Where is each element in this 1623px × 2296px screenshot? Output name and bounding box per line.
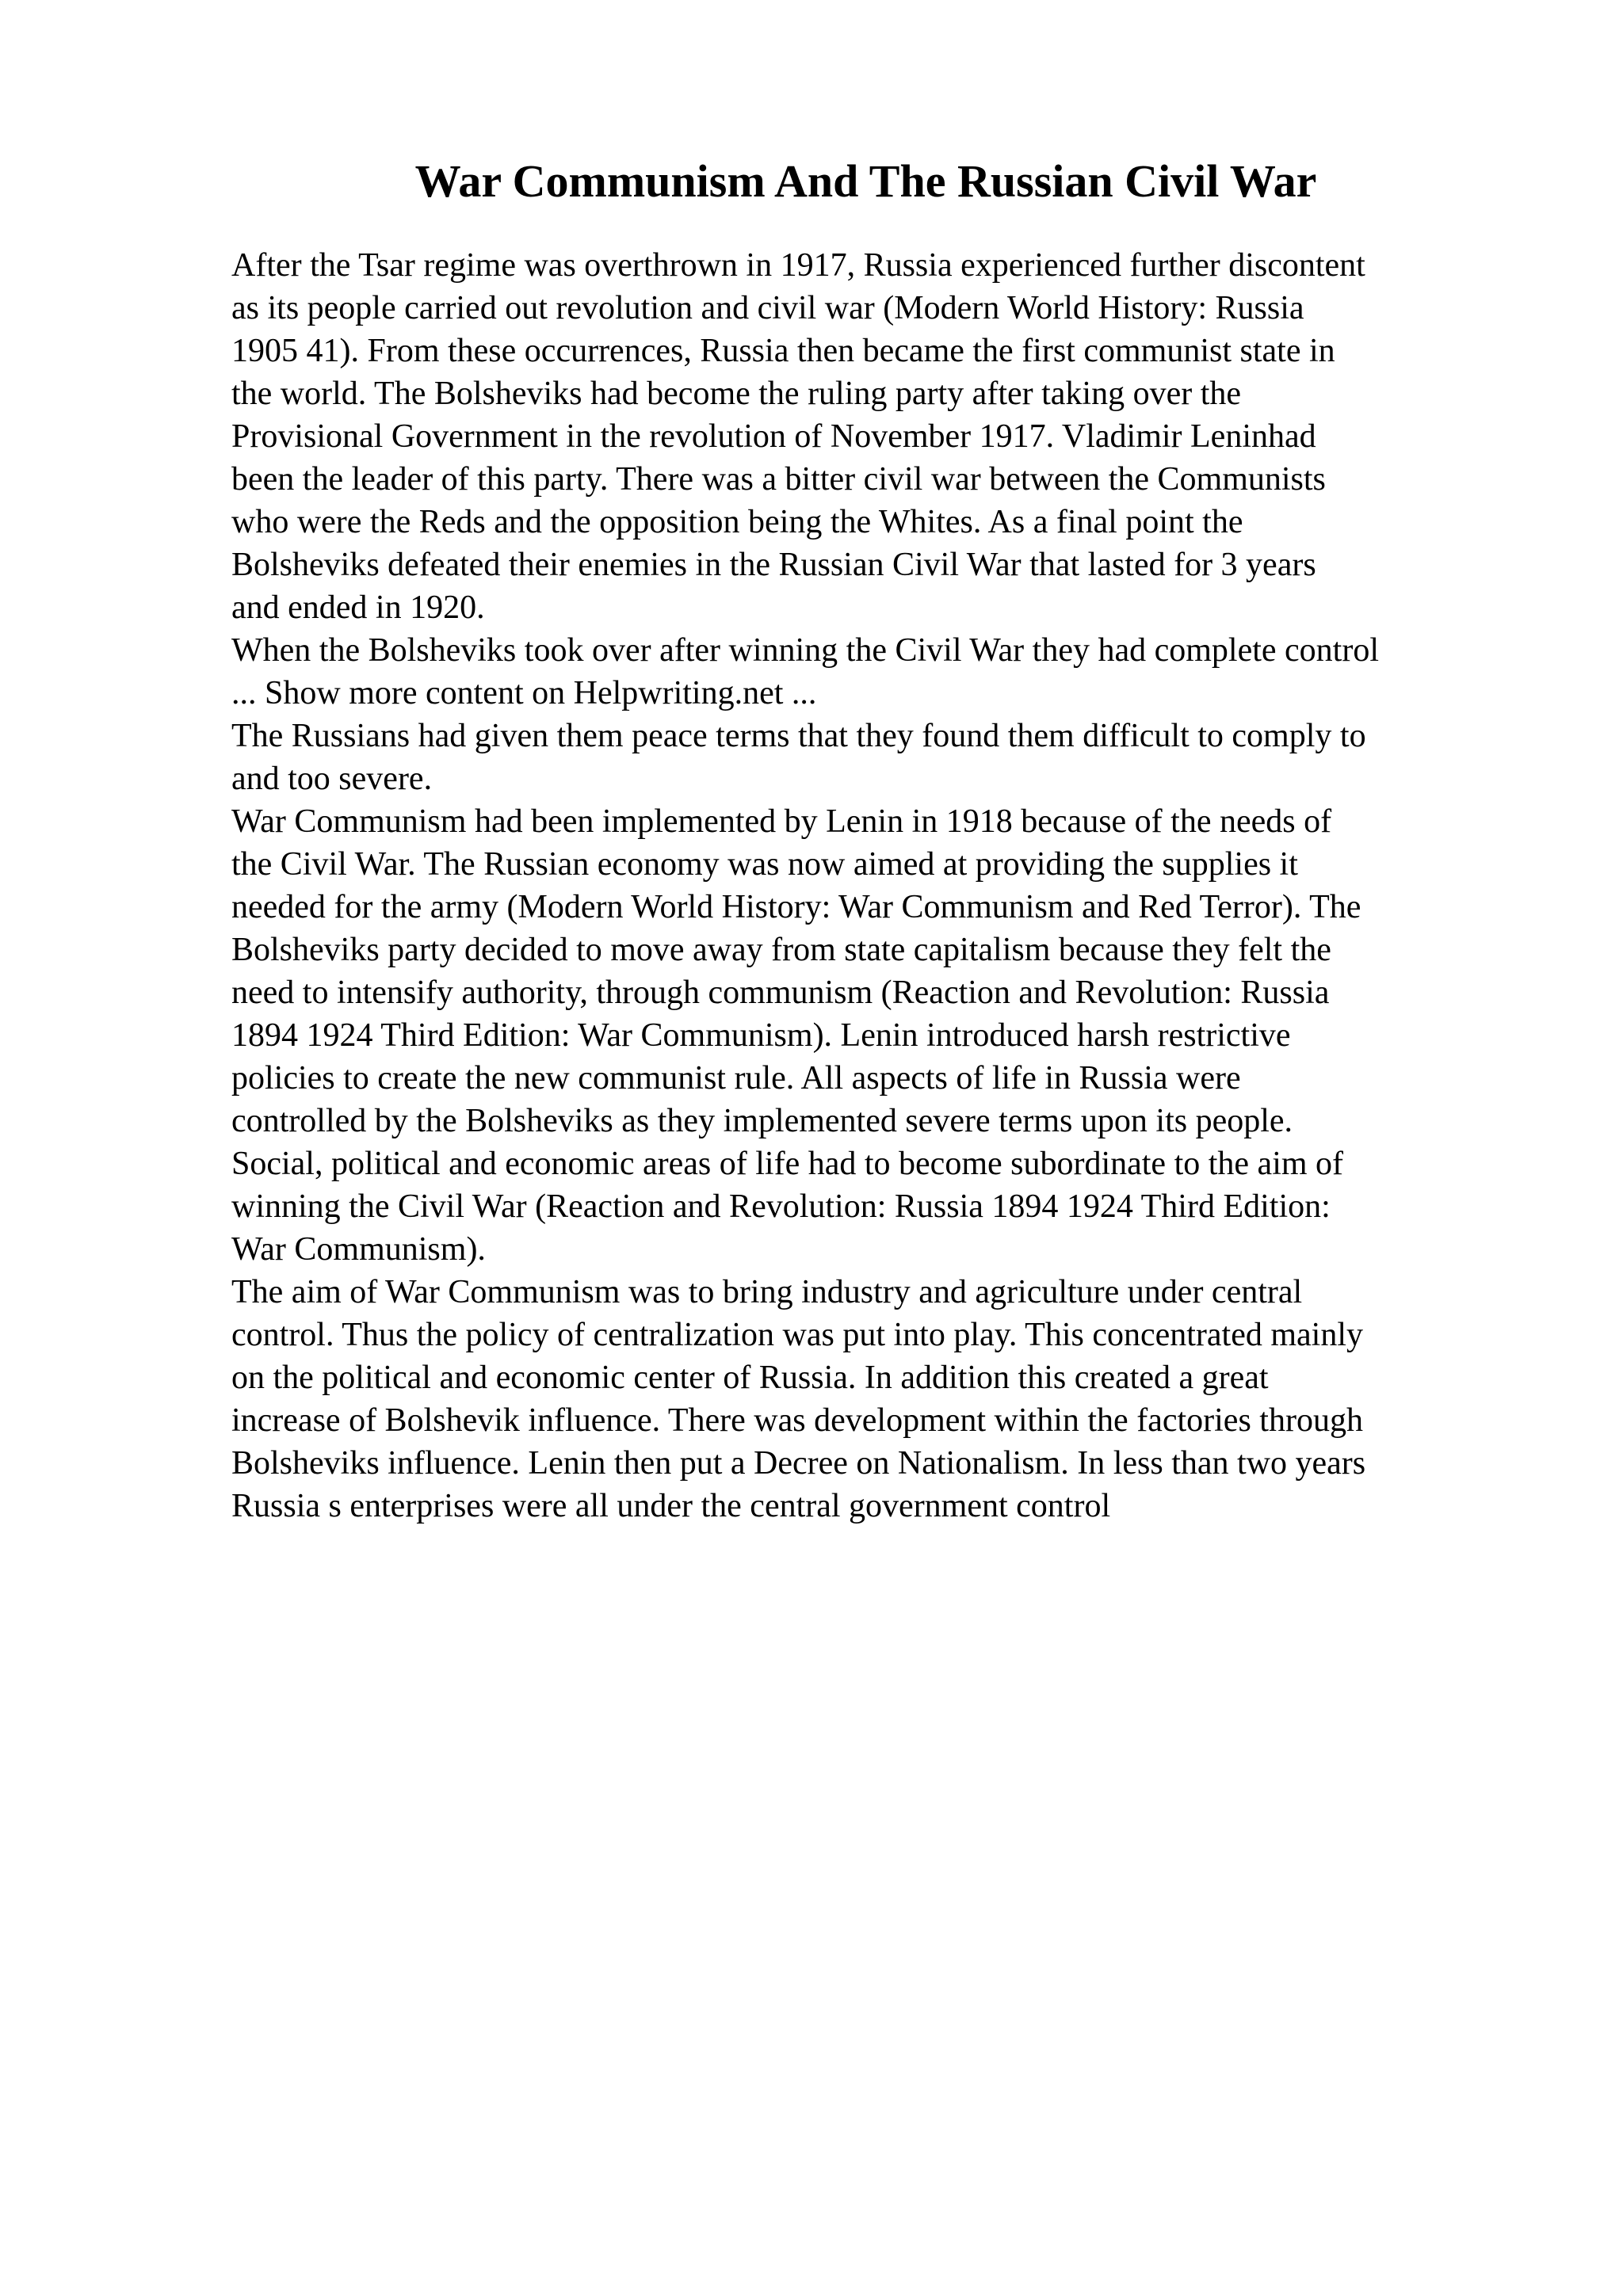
body-line: been the leader of this party. There was a bitter civil war between the Communists bbox=[231, 461, 1326, 498]
body-line: and too severe. bbox=[231, 761, 433, 797]
body-line: Russia s enterprises were all under the central government control bbox=[231, 1488, 1111, 1524]
body-line: the world. The Bolsheviks had become the ruling party after taking over the bbox=[231, 376, 1242, 412]
body-line: Social, political and economic areas of life had to become subordinate to the aim of bbox=[231, 1146, 1344, 1182]
document-body bbox=[231, 244, 1563, 1527]
document-title: War Communism And The Russian Civil War bbox=[414, 155, 1317, 207]
show-more-link[interactable]: ... Show more content on Helpwriting.net ... bbox=[231, 675, 817, 711]
body-line: War Communism). bbox=[231, 1231, 486, 1268]
body-line: need to intensify authority, through communism (Reaction and Revolution: Russia bbox=[231, 974, 1330, 1011]
body-line: When the Bolsheviks took over after winning the Civil War they had complete control bbox=[231, 632, 1379, 669]
body-line: and ended in 1920. bbox=[231, 589, 485, 626]
body-line: who were the Reds and the opposition being the Whites. As a final point the bbox=[231, 504, 1243, 540]
body-line: The Russians had given them peace terms that they found them difficult to comply to bbox=[231, 718, 1366, 754]
body-line: Bolsheviks party decided to move away from state capitalism because they felt the bbox=[231, 932, 1331, 968]
body-line: 1905 41). From these occurrences, Russia then became the first communist state in bbox=[231, 333, 1335, 369]
body-line: Provisional Government in the revolution of November 1917. Vladimir Leninhad bbox=[231, 418, 1316, 455]
body-line: needed for the army (Modern World History: War Communism and Red Terror). The bbox=[231, 889, 1361, 925]
body-line: the Civil War. The Russian economy was now aimed at providing the supplies it bbox=[231, 846, 1298, 883]
body-line: After the Tsar regime was overthrown in 1917, Russia experienced further discontent bbox=[231, 247, 1365, 284]
body-line: increase of Bolshevik influence. There was development within the factories through bbox=[231, 1402, 1363, 1439]
body-line: as its people carried out revolution and civil war (Modern World History: Russia bbox=[231, 290, 1304, 326]
body-line: 1894 1924 Third Edition: War Communism). Lenin introduced harsh restrictive bbox=[231, 1017, 1291, 1054]
body-line: War Communism had been implemented by Lenin in 1918 because of the needs of bbox=[231, 803, 1332, 840]
body-line: control. Thus the policy of centralization was put into play. This concentrated mainly bbox=[231, 1317, 1364, 1353]
body-line: on the political and economic center of Russia. In addition this created a great bbox=[231, 1360, 1269, 1396]
body-line: Bolsheviks defeated their enemies in the Russian Civil War that lasted for 3 years bbox=[231, 547, 1316, 583]
body-line: The aim of War Communism was to bring industry and agriculture under central bbox=[231, 1274, 1303, 1310]
body-line: policies to create the new communist rule. All aspects of life in Russia were bbox=[231, 1060, 1241, 1097]
body-line: Bolsheviks influence. Lenin then put a Decree on Nationalism. In less than two years bbox=[231, 1445, 1366, 1482]
body-line: winning the Civil War (Reaction and Revolution: Russia 1894 1924 Third Edition: bbox=[231, 1188, 1331, 1225]
body-line: controlled by the Bolsheviks as they implemented severe terms upon its people. bbox=[231, 1103, 1293, 1139]
